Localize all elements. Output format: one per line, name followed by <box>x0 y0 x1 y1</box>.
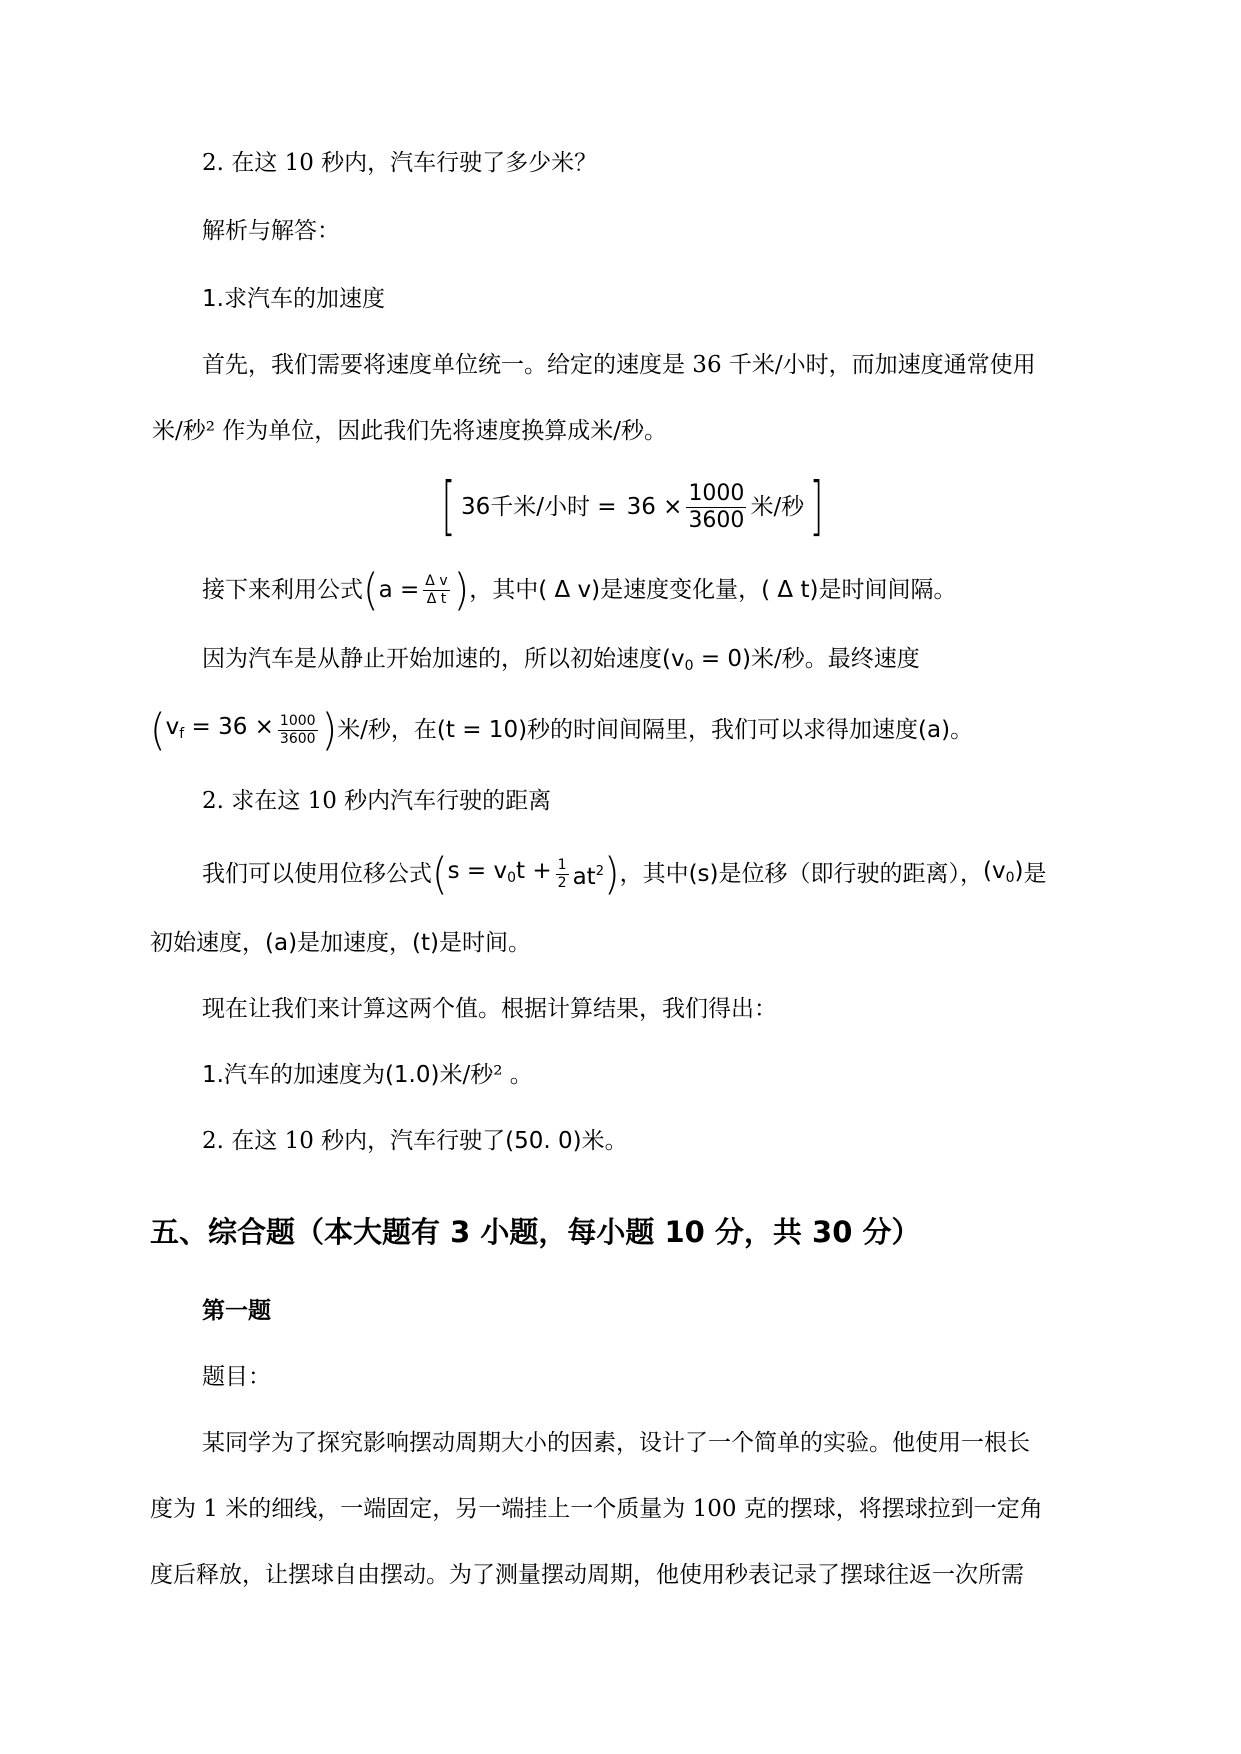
p2-fraction <box>423 573 449 606</box>
section-heading: 五、综合题（本大题有 3 小题，每小题 10 分，共 30 分） <box>150 1215 921 1249</box>
p5-half-den: 2 <box>557 874 567 891</box>
p3-v0-symbol: (v <box>662 646 685 672</box>
p4-text-end: 。 <box>950 717 974 743</box>
question-1-label: 题目： <box>202 1364 271 1390</box>
eq-coef: 36 × <box>626 494 683 520</box>
p2-delta-t: ( Δ t) <box>761 577 819 603</box>
p5-v0-symbol: (v <box>983 857 1006 884</box>
p2-text-mid2: 是速度变化量， <box>600 577 762 603</box>
paragraph-5 <box>202 850 1047 898</box>
p6-t-symbol: (t) <box>412 930 440 956</box>
p5-v0-close: ) <box>1014 857 1024 884</box>
p4-vf-eq: = 36 × <box>184 713 274 740</box>
result-1 <box>202 1060 533 1090</box>
p3-v0-sub: 0 <box>684 658 694 674</box>
paragraph-7: 现在让我们来计算这两个值。根据计算结果，我们得出： <box>202 996 777 1022</box>
p5-v0 <box>983 856 1024 893</box>
p5-at: at <box>572 863 596 890</box>
result-2 <box>202 1126 628 1156</box>
left-bracket: [ <box>441 470 456 544</box>
p5-open-paren: ( <box>432 848 448 900</box>
p6-text-pre: 初始速度， <box>150 930 265 956</box>
p6-text-end: 是时间。 <box>439 930 532 956</box>
p5-s-symbol: (s) <box>688 861 719 887</box>
p4-frac-num: 1000 <box>279 713 316 730</box>
p5-formula <box>448 856 552 893</box>
paragraph-1b: 米/秒² 作为单位，因此我们先将速度换算成米/秒。 <box>152 418 668 444</box>
p3-text-post: 米/秒。最终速度 <box>751 646 920 672</box>
p4-fraction <box>278 713 318 746</box>
p2-frac-num: Δ v <box>425 573 448 590</box>
p5-t-plus: t + <box>516 857 552 884</box>
result-2-unit: 米。 <box>581 1128 628 1154</box>
p5-text-end: 是 <box>1023 861 1047 887</box>
p2-a-eq: a = <box>378 577 420 603</box>
equation-conversion <box>436 472 829 542</box>
p2-text-post: 是时间间隔。 <box>818 577 957 603</box>
question-1-paragraph-1: 某同学为了探究影响摆动周期大小的因素，设计了一个简单的实验。他使用一根长 <box>202 1430 1030 1456</box>
p5-at2 <box>573 857 604 892</box>
p4-text-mid2: 秒的时间间隔里，我们可以求得加速度 <box>527 717 919 743</box>
paragraph-3 <box>202 644 920 681</box>
p4-t-value: (t = 10) <box>436 717 528 743</box>
p4-close-paren: ) <box>321 704 338 756</box>
p4-open-paren: ( <box>150 704 166 756</box>
p5-text-mid1: ，其中 <box>619 861 689 887</box>
step-1-number: 1. <box>202 286 224 312</box>
result-1-value: (1.0) <box>384 1062 440 1088</box>
p3-text-pre: 因为汽车是从静止开始加速的，所以初始速度 <box>202 646 662 672</box>
p5-text-pre: 我们可以使用位移公式 <box>202 861 432 887</box>
analysis-label: 解析与解答： <box>202 218 340 244</box>
result-1-text: 汽车的加速度为 <box>223 1062 385 1088</box>
step-1-text: 求汽车的加速度 <box>223 286 385 312</box>
paragraph-1a: 首先，我们需要将速度单位统一。给定的速度是 36 千米/小时，而加速度通常使用 <box>202 352 1036 378</box>
p2-delta-v: ( Δ v) <box>538 577 601 603</box>
question-1-paragraph-2: 度为 1 米的细线，一端固定，另一端挂上一个质量为 100 克的摆球，将摆球拉到一定角 <box>150 1496 1043 1522</box>
p6-text-mid: 是加速度， <box>297 930 413 956</box>
result-1-unit: 米/秒² 。 <box>439 1062 533 1088</box>
result-1-number: 1. <box>202 1062 224 1088</box>
right-bracket: ] <box>809 470 824 544</box>
question-1-paragraph-3: 度后释放，让摆球自由摆动。为了测量摆动周期，他使用秒表记录了摆球往返一次所需 <box>150 1562 1024 1588</box>
p5-squared: 2 <box>595 863 604 879</box>
eq-numerator: 1000 <box>688 481 745 507</box>
p5-close-paren: ) <box>603 848 620 900</box>
p5-v0-sub: 0 <box>507 869 517 886</box>
p2-open-paren: ( <box>363 564 379 616</box>
paragraph-2 <box>202 564 957 616</box>
p4-vf-sub: f <box>179 725 185 742</box>
p4-vf-symbol: v <box>165 713 180 740</box>
p2-close-paren: ) <box>453 564 470 616</box>
p5-s-eq: s = v <box>447 857 508 884</box>
eq-lhs: 36千米/小时 = <box>460 494 617 520</box>
p4-vf <box>166 712 274 749</box>
step-2-heading: 2. 求在这 10 秒内汽车行驶的距离 <box>202 788 552 814</box>
p5-v0-symbol-sub: 0 <box>1005 869 1015 886</box>
result-2-text: 2. 在这 10 秒内，汽车行驶了 <box>202 1128 506 1154</box>
p3-v0-eq: = 0) <box>693 646 752 672</box>
p4-frac-den: 3600 <box>279 730 316 747</box>
p4-text-mid1: 米/秒，在 <box>337 717 437 743</box>
p5-text-mid2: 是位移（即行驶的距离）， <box>718 861 984 887</box>
p5-half-fraction <box>556 857 569 890</box>
p2-text-mid1: ，其中 <box>469 577 539 603</box>
eq-unit: 米/秒 <box>750 494 805 520</box>
p5-half-num: 1 <box>557 857 567 874</box>
p2-frac-den: Δ t <box>426 590 447 607</box>
p4-a-symbol: (a) <box>918 717 951 743</box>
eq-denominator: 3600 <box>688 507 745 533</box>
question-1-title: 第一题 <box>202 1298 271 1324</box>
result-2-value: (50. 0) <box>505 1128 582 1154</box>
paragraph-4 <box>150 706 973 754</box>
p6-a-symbol: (a) <box>265 930 298 956</box>
p3-v0 <box>662 646 751 672</box>
eq-fraction <box>686 481 746 533</box>
paragraph-6 <box>150 928 531 958</box>
question-2: 2. 在这 10 秒内，汽车行驶了多少米？ <box>202 150 598 176</box>
step-1-heading <box>202 284 385 314</box>
p2-text-pre: 接下来利用公式 <box>202 577 363 603</box>
